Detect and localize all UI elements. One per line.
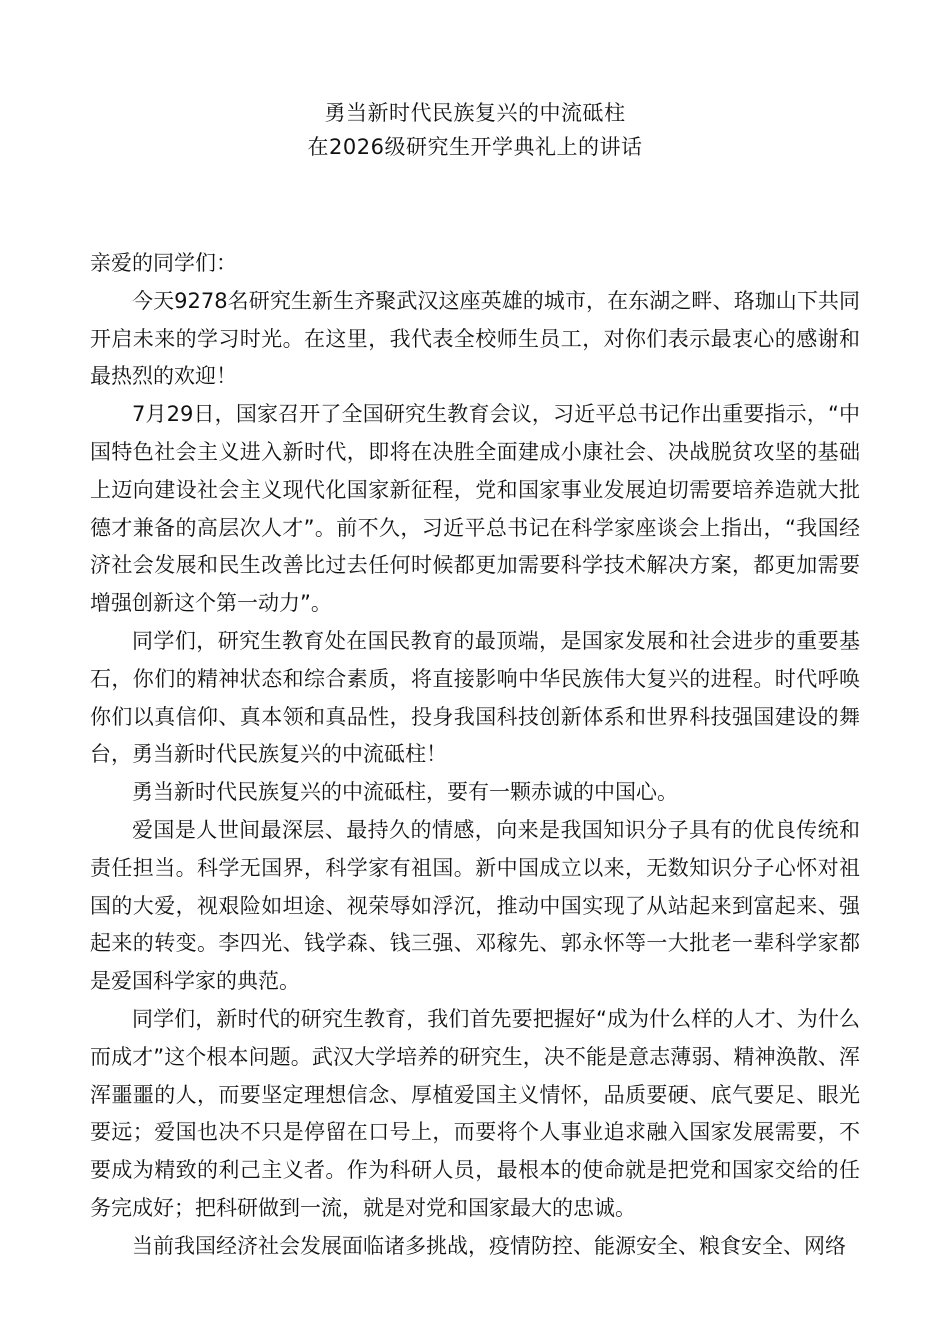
document-title: 勇当新时代民族复兴的中流砥柱 (324, 101, 626, 125)
paragraph: 同学们，新时代的研究生教育，我们首先要把握好“成为什么样的人才、为什么而成才”这个根本问题。武汉大学培养的研究生，决不能是意志薄弱、精神涣散、浑浑噩噩的人，而要坚定理想信念、厚植爱国主义情怀，品质要硬、底气要足、眼光要远；爱国也决不只是停留在口号上，而要将个人事业追求融入国家发展需要，不要成为精致的利己主义者。作为科研人员，最根本的使命就是把党和国家交给的任务完成好；把科研做到一流，就是对党和国家最大的忠诚。 (90, 1006, 860, 1220)
paragraph: 爱国是人世间最深层、最持久的情感，向来是我国知识分子具有的优良传统和责任担当。科学无国界，科学家有祖国。新中国成立以来，无数知识分子心怀对祖国的大爱，视艰险如坦途、视荣辱如浮沉，推动中国实现了从站起来到富起来、强起来的转变。李四光、钱学森、钱三强、邓稼先、郭永怀等一大批老一辈科学家都是爱国科学家的典范。 (90, 817, 860, 994)
document-subtitle: 在2026级研究生开学典礼上的讲话 (307, 135, 643, 159)
paragraph: 今天9278名研究生新生齐聚武汉这座英雄的城市，在东湖之畔、珞珈山下共同开启未来的学习时光。在这里，我代表全校师生员工，对你们表示最衷心的感谢和最热烈的欢迎！ (90, 288, 860, 389)
paragraph: 勇当新时代民族复兴的中流砥柱，要有一颗赤诚的中国心。 (132, 780, 678, 805)
paragraph: 当前我国经济社会发展面临诸多挑战，疫情防控、能源安全、粮食安全、网络 (132, 1233, 846, 1258)
paragraph: 同学们，研究生教育处在国民教育的最顶端，是国家发展和社会进步的重要基石，你们的精神状态和综合素质，将直接影响中华民族伟大复兴的进程。时代呼唤你们以真信仰、真本领和真品性，投身我国科技创新体系和世界科技强国建设的舞台，勇当新时代民族复兴的中流砥柱！ (90, 628, 860, 767)
title-block (0, 96, 950, 164)
paragraph: 7月29日，国家召开了全国研究生教育会议，习近平总书记作出重要指示，“中国特色社会主义进入新时代，即将在决胜全面建成小康社会、决战脱贫攻坚的基础上迈向建设社会主义现代化国家新征程，党和国家事业发展迫切需要培养造就大批德才兼备的高层次人才”。前不久，习近平总书记在科学家座谈会上指出，“我国经济社会发展和民生改善比过去任何时候都更加需要科学技术解决方案，都更加需要增强创新这个第一动力”。 (90, 402, 860, 616)
document-body (90, 245, 860, 1266)
greeting: 亲爱的同学们： (90, 251, 237, 275)
